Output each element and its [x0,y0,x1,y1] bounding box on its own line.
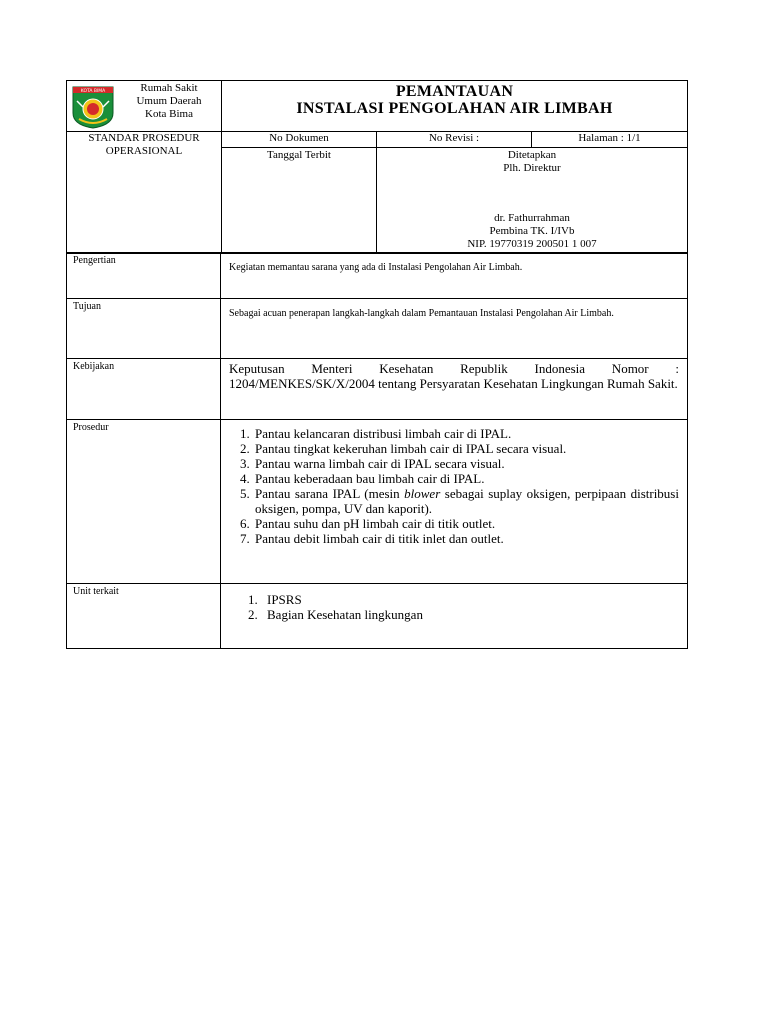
spo-label-line2: OPERASIONAL [105,145,183,157]
unit-terkait-content [221,584,688,649]
prosedur-step [253,486,679,516]
signature-block [377,212,687,251]
tujuan-text: Sebagai acuan penerapan langkah-langkah dalam Pemantauan Instalasi Pengolahan Air Limbah. [221,299,688,359]
hospital-name-line2: Umum Daerah [136,95,202,107]
hospital-name-line1: Rumah Sakit [140,82,198,94]
section-tujuan [67,299,688,359]
hospital-name [121,82,217,121]
pengertian-text: Kegiatan memantau sarana yang ada di Instalasi Pengolahan Air Limbah. [221,253,688,299]
document-title-line1: PEMANTAUAN [395,83,514,100]
document-title-line2: INSTALASI PENGOLAHAN AIR LIMBAH [296,100,613,117]
section-pengertian [67,253,688,299]
signer-name: dr. Fathurrahman [494,212,570,224]
unit-terkait-item: 1. IPSRS [261,592,679,607]
tanggal-terbit-label: Tanggal Terbit [267,149,331,161]
document-header-table [66,80,688,254]
document-title-cell [222,81,688,132]
prosedur-steps-list [229,426,679,546]
tanggal-terbit-cell [222,148,377,254]
prosedur-content [221,420,688,584]
hospital-name-line3: Kota Bima [145,108,193,120]
no-revisi-label: No Revisi : [377,132,532,148]
unit-terkait-label: Unit terkait [67,584,221,649]
prosedur-step: 6. Pantau suhu dan pH limbah cair di titik outlet. [253,516,679,531]
halaman-label: Halaman : 1/1 [532,132,688,148]
prosedur-label: Prosedur [67,420,221,584]
unit-terkait-list [229,592,679,622]
signer-nip: NIP. 19770319 200501 1 007 [467,238,597,250]
prosedur-step5-rest: sebagai suplay oksigen, perpipaan distribusi oksigen, pompa, UV dan kaporit). [255,486,679,516]
pengertian-label: Pengertian [67,253,221,299]
section-unit-terkait [67,584,688,649]
tujuan-label: Tujuan [67,299,221,359]
section-kebijakan [67,359,688,420]
prosedur-step5-italic: blower [404,486,441,501]
unit-terkait-item: 2. Bagian Kesehatan lingkungan [261,607,679,622]
prosedur-step: 4. Pantau keberadaan bau limbah cair di IPAL. [253,471,679,486]
ditetapkan-label: Ditetapkan [507,149,557,161]
prosedur-step: 2. Pantau tingkat kekeruhan limbah cair di IPAL secara visual. [253,441,679,456]
spo-label [67,132,221,158]
ditetapkan-position: Plh. Direktur [503,162,561,174]
prosedur-step5-start: Pantau sarana IPAL (mesin [255,486,405,501]
signer-rank: Pembina TK. I/IVb [489,225,575,237]
logo-text: KOTA BIMA [80,89,106,94]
kota-bima-logo-icon [71,85,115,129]
kebijakan-label: Kebijakan [67,359,221,420]
section-prosedur [67,420,688,584]
kebijakan-text: Keputusan Menteri Kesehatan Republik Indonesia Nomor : 1204/MENKES/SK/X/2004 tentang Persyaratan Kesehatan Lingkungan Rumah Sakit. [221,359,688,420]
prosedur-step: 1. Pantau kelancaran distribusi limbah cair di IPAL. [253,426,679,441]
prosedur-step: 3. Pantau warna limbah cair di IPAL secara visual. [253,456,679,471]
ditetapkan-cell [377,148,688,254]
org-cell [67,81,222,132]
prosedur-step: 7. Pantau debit limbah cair di titik inlet dan outlet. [253,531,679,546]
procedure-content-table [66,252,688,649]
no-dokumen-label: No Dokumen [222,132,377,148]
spo-label-line1: STANDAR PROSEDUR [88,132,200,144]
